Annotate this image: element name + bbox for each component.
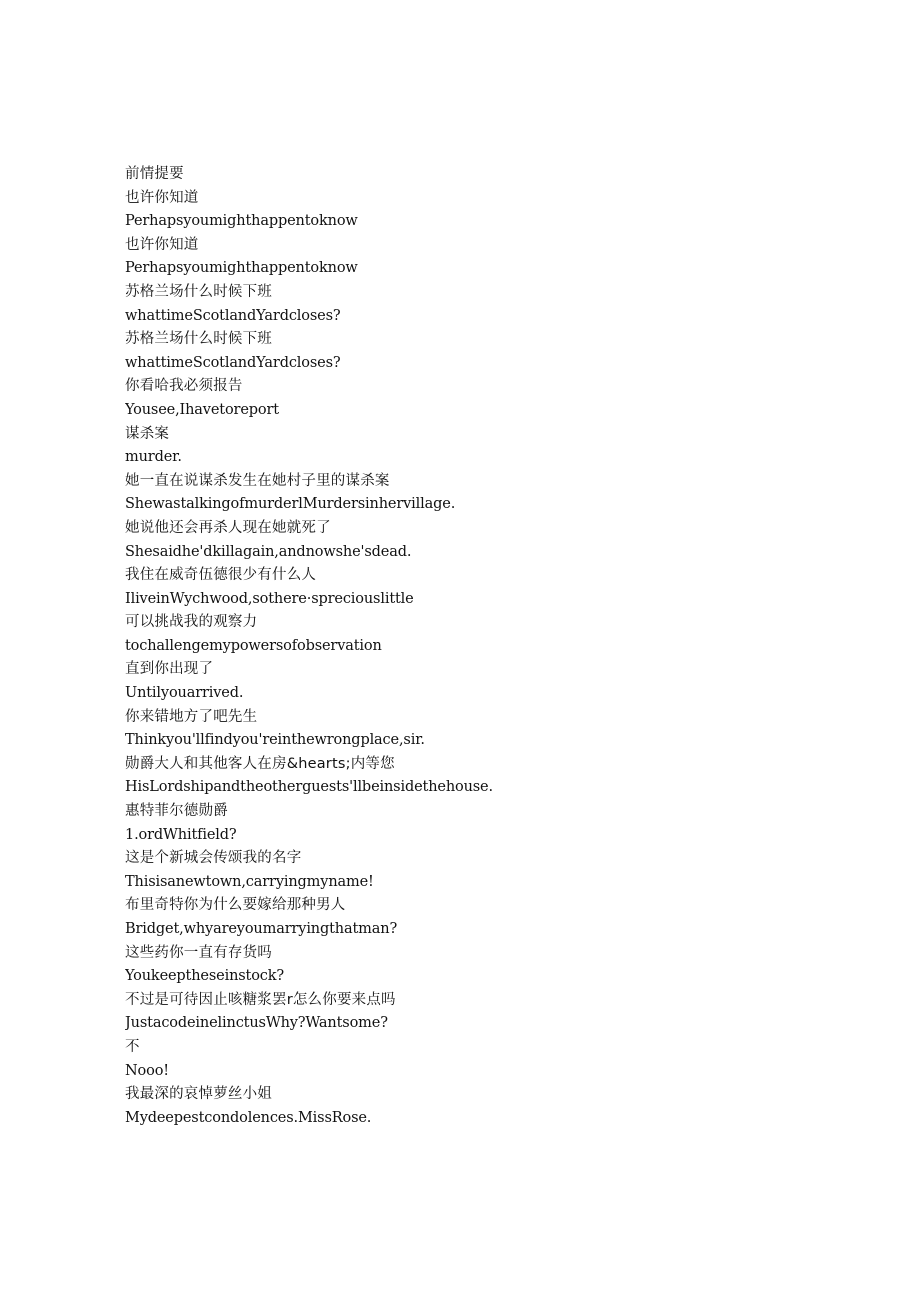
english-subtitle-line: Untilyouarrived.	[125, 685, 244, 702]
chinese-subtitle-line: 我最深的哀悼萝丝小姐	[125, 1086, 272, 1103]
chinese-subtitle-line: 不	[125, 1038, 140, 1055]
chinese-subtitle-line: 惠特菲尔德勋爵	[125, 803, 228, 820]
english-subtitle-line: Bridget,whyareyoumarryingthatman?	[125, 921, 398, 937]
english-subtitle-line: Thisisanewtown,carryingmyname!	[125, 873, 374, 890]
chinese-subtitle-line: 不过是可待因止咳糖浆罢r怎么你要来点吗	[125, 991, 396, 1008]
english-subtitle-line: Yousee,Ihavetoreport	[125, 401, 279, 418]
chinese-subtitle-line: 你来错地方了吧先生	[125, 708, 258, 725]
chinese-subtitle-line: 可以挑战我的观察力	[125, 614, 258, 631]
chinese-subtitle-line: 前情提要	[125, 166, 184, 182]
english-subtitle-line: Thinkyou'llfindyou'reinthewrongplace,sir.	[125, 732, 425, 749]
chinese-subtitle-line: 这些药你一直有存货吗	[125, 944, 272, 961]
chinese-subtitle-line: 我住在威奇伍德很少有什么人	[125, 567, 317, 584]
english-subtitle-line: Nooo!	[125, 1062, 169, 1079]
english-subtitle-line: Mydeepestcondolences.MissRose.	[125, 1109, 372, 1126]
chinese-subtitle-line: 她说他还会再杀人现在她就死了	[125, 519, 331, 536]
chinese-subtitle-line: 你看哈我必须报告	[125, 378, 243, 395]
english-subtitle-line: tochallengemypowersofobservation	[125, 637, 382, 654]
chinese-subtitle-line: 直到你出现了	[125, 661, 214, 678]
english-subtitle-line: ShewastalkingofmurderlMurdersinhervillage.	[125, 496, 456, 513]
chinese-subtitle-line: 这是个新城会传颂我的名字	[125, 850, 302, 867]
chinese-subtitle-line: 谋杀案	[125, 425, 170, 442]
english-subtitle-line: 1.ordWhitfield?	[125, 826, 237, 843]
chinese-subtitle-line: 苏格兰场什么时候下班	[125, 331, 272, 348]
english-subtitle-line: Youkeeptheseinstock?	[125, 968, 285, 985]
english-subtitle-line: JustacodeinelinctusWhy?Wantsome?	[125, 1015, 388, 1032]
chinese-subtitle-line: 勋爵大人和其他客人在房&hearts;内等您	[125, 755, 395, 772]
english-subtitle-line: whattimeScotlandYardcloses?	[125, 307, 341, 324]
english-subtitle-line: IliveinWychwood,sothere·spreciouslittle	[125, 590, 414, 607]
english-subtitle-line: Shesaidhe'dkillagain,andnowshe'sdead.	[125, 543, 412, 560]
chinese-subtitle-line: 她一直在说谋杀发生在她村子里的谋杀案	[125, 472, 390, 489]
chinese-subtitle-line: 布里奇特你为什么要嫁给那种男人	[125, 897, 346, 914]
chinese-subtitle-line: 苏格兰场什么时候下班	[125, 283, 272, 300]
chinese-subtitle-line: 也许你知道	[125, 189, 199, 206]
english-subtitle-line: Perhapsyoumighthappentoknow	[125, 260, 358, 277]
english-subtitle-line: murder.	[125, 449, 182, 466]
english-subtitle-line: Perhapsyoumighthappentoknow	[125, 213, 358, 230]
transcript-body	[125, 163, 845, 1130]
english-subtitle-line: whattimeScotlandYardcloses?	[125, 354, 341, 371]
english-subtitle-line: HisLordshipandtheotherguests'llbeinsidethehouse.	[125, 779, 493, 796]
chinese-subtitle-line: 也许你知道	[125, 236, 199, 253]
